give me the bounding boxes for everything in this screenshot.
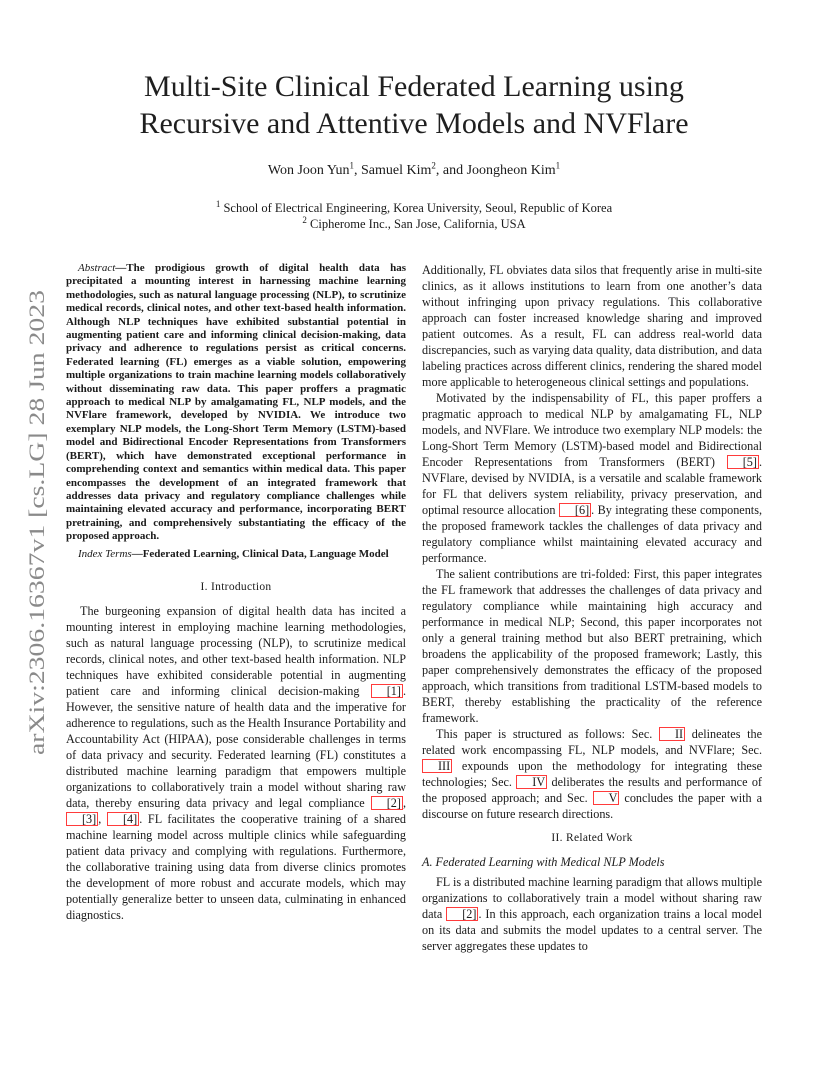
index-terms [66,548,406,561]
subsection-heading: A. Federated Learning with Medical NLP Models [422,855,665,869]
fl-paragraph: FL is a distributed machine learning paradigm that allows multiple organizations to collaboratively train a model without sharing raw data [2] . In this approach, each organization trains a local model on its data and submits the model updates to a central server. The server aggregates these updates to [422,875,762,953]
affiliation-1: $^1$ School of Electrical Engineering, Korea University, Seoul, Republic of Korea [215,198,613,215]
left-column [66,262,406,923]
author-name: and Joongheon Kim [442,163,556,178]
abstract-label: Abstract [78,262,116,274]
right-column [422,262,762,954]
abstract [66,262,406,544]
paper-title-line-2: Recursive and Attentive Models and NVFlare [139,107,689,140]
paper-title [0,68,828,142]
arxiv-sidebar [14,290,54,760]
index-terms-label: Index Terms [78,547,132,560]
citation-link[interactable]: [4] [107,812,139,826]
citation-link[interactable]: [2] [446,907,478,921]
section-ref-link[interactable]: II [659,727,685,741]
motivation-paragraph: Motivated by the indispensability of FL, this paper proffers a pragmatic approach to medical NLP by amalgamating FL, NLP models, and NVFlare. We introduce two exemplary NLP models: the Long-Short Term Memory (LSTM)-based model and Bidirectional Encoder Representations from Transformers (BERT) [5] . NVFlare, devised by NVIDIA, is a versatile and scalable framework for FL that delivers system reliability, privacy preservation, and optimal resource allocation [6] . By integrating these components, the proposed framework tackles the challenges of data privacy and regulatory compliance whilst maintaining elevated accuracy and performance. [422,391,762,565]
section-ref-link[interactable]: V [593,791,620,805]
citation-link[interactable]: [2] [371,796,403,810]
paragraph-continued: Additionally, FL obviates data silos that frequently arise in multi-site clinics, as it allows institutions to learn from one another’s data without infringing upon privacy regulations. This collaborative approach can foster increased knowledge sharing and improved patient outcomes. As a result, FL can address real-world data discrepancies, such as varying data quality, data distribution, and data labeling practices across different clinics, rendering the shared model more applicable to heterogeneous clinical settings and populations. [422,263,762,389]
author-name: Won Joon Yun [267,163,350,178]
paper-title-line-1: Multi-Site Clinical Federated Learning using [144,70,684,103]
author-affil-mark: 1 [349,160,354,171]
author-affil-mark: 2 [431,160,436,171]
section-heading-introduction: I. Introduction [200,580,272,593]
affiliations [0,200,828,232]
contributions-paragraph: The salient contributions are tri-folded: First, this paper integrates the FL framework that addresses the challenges of data privacy and regulatory compliance while maintaining high accuracy and performance in medical NLP; Second, this paper incorporates not only a general training method but also BERT pretraining, which broadens the applicability of the proposed framework; Lastly, this paper comprehensively demonstrates the efficacy of the proposed approach, which transitions from traditional LSTM-based models to BERT, thereby establishing the practicality of the reference framework. [422,567,762,725]
author-affil-mark: 1 [555,160,561,171]
citation-link[interactable]: [3] [66,812,98,826]
citation-link[interactable]: [6] [559,503,591,517]
author-name: Samuel Kim [360,163,432,178]
abstract-text: —The prodigious growth of digital health data has precipitated a mounting interest in harnessing machine learning methodologies, such as natural language processing (NLP), to scrutinize medical records, clinical notes, and other text-based health information. Although NLP techniques have exhibited substantial potential in augmenting patient care and informing clinical decision-making, data privacy and adherence to regulations persist as critical concerns. Federated learning (FL) emerges as a viable solution, empowering multiple organizations to train machine learning models collaboratively without disseminating raw data. This paper proffers a pragmatic approach to medical NLP by amalgamating FL, NLP models, and the NVFlare framework, developed by NVIDIA. We introduce two exemplary NLP models, the Long-Short Term Memory (LSTM)-based model and Bidirectional Encoder Representations from Transformers (BERT), which have demonstrated exceptional performance in comprehending context and semantics within medical data. This paper encompasses the development of an integrated framework that addresses data privacy and regulatory compliance challenges while maintaining elevated accuracy and performance, incorporating BERT pretraining, and comprehensively substantiating the efficacy of the proposed approach. [66,262,406,543]
structure-paragraph: This paper is structured as follows: Sec. II delineates the related work encompassing FL, NLP models, and NVFlare; Sec. III expounds upon the methodology for integrating these technologies; Sec. IV deliberates the results and performance of the proposed approach; and Sec. V concludes the paper with a discourse on future research directions. [422,727,762,821]
citation-link[interactable]: [5] [727,455,759,469]
affiliation-2: $^2$ Cipherome Inc., San Jose, California, USA [302,214,526,231]
intro-paragraph: The burgeoning expansion of digital health data has incited a mounting interest in employing machine learning methodologies, such as natural language processing (NLP), to scrutinize medical records, clinical notes, and other text-based health information. NLP techniques have exhibited considerable potential in augmenting patient care and informing clinical decision-making [1] . However, the sensitive nature of health data and the imperative for adherence to regulations, such as the Health Insurance Portability and Accountability Act (HIPAA), pose considerable challenges in terms of data privacy and security. Federated learning (FL) constitutes a distributed machine learning paradigm that empowers multiple organizations to collaboratively train a model without sharing raw data, thereby ensuring data privacy and legal compliance [2] , [3] , [4] . FL facilitates the cooperative training of a shared machine learning model across multiple clinics while safeguarding patient data privacy and complying with regulations. Furthermore, the collaborative training using data from diverse clinics promotes the development of more robust and accurate models, which may potentially generalize better to unseen data, culminating in enhanced diagnostics. [66,603,406,922]
index-terms-text: —Federated Learning, Clinical Data, Language Model [131,547,389,560]
author-list: Won Joon Yun$^1$, Samuel Kim$^2$, and Joongheon Kim$^1$ [267,160,561,178]
citation-link[interactable]: [1] [371,684,403,698]
arxiv-identifier: arXiv:2306.16367v1 [cs.LG] 28 Jun 2023 [24,385,49,755]
section-ref-link[interactable]: IV [516,775,547,789]
section-ref-link[interactable]: III [422,759,452,773]
section-heading-related-work: II. Related Work [551,832,633,844]
